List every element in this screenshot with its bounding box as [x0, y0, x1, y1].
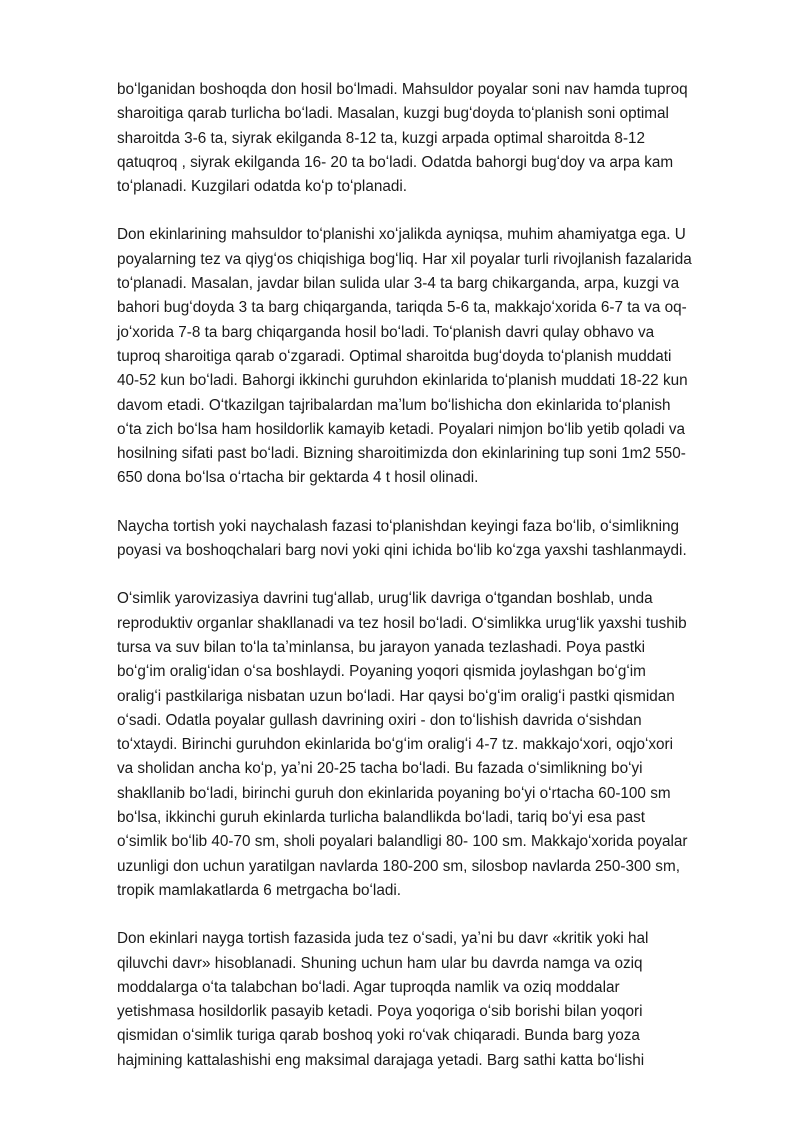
- text-line: toʻxtaydi. Birinchi guruhdon ekinlarida boʻgʻim oraligʻi 4-7 tz. makkajoʻxori, oqjoʻxori: [117, 736, 674, 754]
- text-line: oʻta zich boʻlsa ham hosildorlik kamayib ketadi. Poyalari nimjon boʻlib yetib qoladi va: [117, 420, 685, 438]
- paragraph-4: [117, 587, 745, 903]
- text-line: moddalarga oʻta talabchan boʻladi. Agar tuproqda namlik va oziq moddalar: [117, 978, 620, 996]
- text-line: toʻplanadi. Kuzgilari odatda koʻp toʻplanadi.: [117, 178, 407, 196]
- text-line: uzunligi don uchun yaratilgan navlarda 180-200 sm, silosbop navlarda 250-300 sm,: [117, 857, 680, 875]
- text-line: qatuqroq , siyrak ekilganda 16- 20 ta boʻladi. Odatda bahorgi bugʻdoy va arpa kam: [117, 153, 674, 171]
- paragraph-2: [117, 223, 745, 490]
- text-line: joʻxorida 7-8 ta barg chiqarganda hosil boʻladi. Toʻplanish davri qulay obhavo va: [117, 323, 655, 341]
- text-line: Don ekinlari nayga tortish fazasida juda tez oʻsadi, yaʼni bu davr «kritik yoki hal: [117, 930, 649, 948]
- text-line: oraligʻi pastkilariga nisbatan uzun boʻladi. Har qaysi boʻgʻim oraligʻi pastki qismidan: [117, 687, 675, 705]
- text-line: 40-52 kun boʻladi. Bahorgi ikkinchi guruhdon ekinlarida toʻplanish muddati 18-22 kun: [117, 372, 688, 390]
- text-line: 650 dona boʻlsa oʻrtacha bir gektarda 4 t hosil olinadi.: [117, 469, 479, 487]
- text-line: oʻsimlik boʻlib 40-70 sm, sholi poyalari balandligi 80- 100 sm. Makkajoʻxorida poyalar: [117, 833, 688, 851]
- text-line: qismidan oʻsimlik turiga qarab boshoq yoki roʻvak chiqaradi. Bunda barg yoza: [117, 1027, 640, 1045]
- text-line: sharoitda 3-6 ta, siyrak ekilganda 8-12 ta, kuzgi arpada optimal sharoitda 8-12: [117, 129, 646, 147]
- text-line: bahori bugʻdoyda 3 ta barg chiqarganda, tariqda 5-6 ta, makkajoʻxorida 6-7 ta va oq-: [117, 299, 687, 317]
- text-line: Naycha tortish yoki naychalash fazasi toʻplanishdan keyingi faza boʻlib, oʻsimlikning: [117, 517, 680, 535]
- text-line: oʻsadi. Odatla poyalar gullash davrining oxiri - don toʻlishish davrida oʻsishdan: [117, 711, 642, 729]
- text-line: va sholidan ancha koʻp, yaʼni 20-25 tacha boʻladi. Bu fazada oʻsimlikning boʻyi: [117, 760, 643, 778]
- paragraph-1: [117, 78, 745, 199]
- text-line: reproduktiv organlar shakllanadi va tez hosil boʻladi. Oʻsimlikka urugʻlik yaxshi tushib: [117, 614, 687, 632]
- text-line: toʻplanadi. Masalan, javdar bilan sulida ular 3-4 ta barg chikarganda, arpa, kuzgi va: [117, 275, 680, 293]
- text-line: tuproq sharoitiga qarab oʻzgaradi. Optimal sharoitda bugʻdoyda toʻplanish muddati: [117, 347, 672, 365]
- text-line: boʻlganidan boshoqda don hosil boʻlmadi. Mahsuldor poyalar soni nav hamda tuproq: [117, 81, 688, 98]
- text-line: shakllanib boʻladi, birinchi guruh don ekinlarida poyaning boʻyi oʻrtacha 60-100 sm: [117, 784, 671, 802]
- text-line: boʻlsa, ikkinchi guruh ekinlarda turlicha balandlikda boʻladi, tariq boʻyi esa past: [117, 809, 646, 827]
- text-line: Don ekinlarining mahsuldor toʻplanishi xoʻjalikda ayniqsa, muhim ahamiyatga ega. U: [117, 226, 686, 244]
- text-line: hajmining kattalashishi eng maksimal darajaga yetadi. Barg sathi katta boʻlishi: [117, 1051, 645, 1069]
- text-line: yetishmasa hosildorlik pasayib ketadi. Poya yoqoriga oʻsib borishi bilan yoqori: [117, 1003, 643, 1021]
- text-line: poyasi va boshoqchalari barg novi yoki qini ichida boʻlib koʻzga yaxshi tashlanmaydi.: [117, 542, 687, 560]
- text-line: sharoitiga qarab turlicha boʻladi. Masalan, kuzgi bugʻdoyda toʻplanish soni optimal: [117, 105, 669, 123]
- text-line: Oʻsimlik yarovizasiya davrini tugʻallab, urugʻlik davriga oʻtgandan boshlab, unda: [117, 590, 653, 608]
- text-line: davom etadi. Oʻtkazilgan tajribalardan maʼlum boʻlishicha don ekinlarida toʻplanish: [117, 396, 671, 414]
- text-line: qiluvchi davr» hisoblanadi. Shuning uchun ham ular bu davrda namga va oziq: [117, 954, 643, 972]
- paragraph-3: [117, 515, 745, 564]
- text-line: tursa va suv bilan toʻla taʼminlansa, bu jarayon yanada tezlashadi. Poya pastki: [117, 638, 646, 656]
- text-line: poyalarning tez va qiygʻos chiqishiga bogʻliq. Har xil poyalar turli rivojlanish fazalarida: [117, 250, 692, 268]
- text-line: hosilning sifati past boʻladi. Bizning sharoitimizda don ekinlarining tup soni 1m2 550-: [117, 445, 686, 463]
- text-line: tropik mamlakatlarda 6 metrgacha boʻladi.: [117, 881, 401, 899]
- paragraph-5: [117, 927, 745, 1073]
- text-line: boʻgʻim oraligʻidan oʻsa boshlaydi. Poyaning yoqori qismida joylashgan boʻgʻim: [117, 663, 646, 681]
